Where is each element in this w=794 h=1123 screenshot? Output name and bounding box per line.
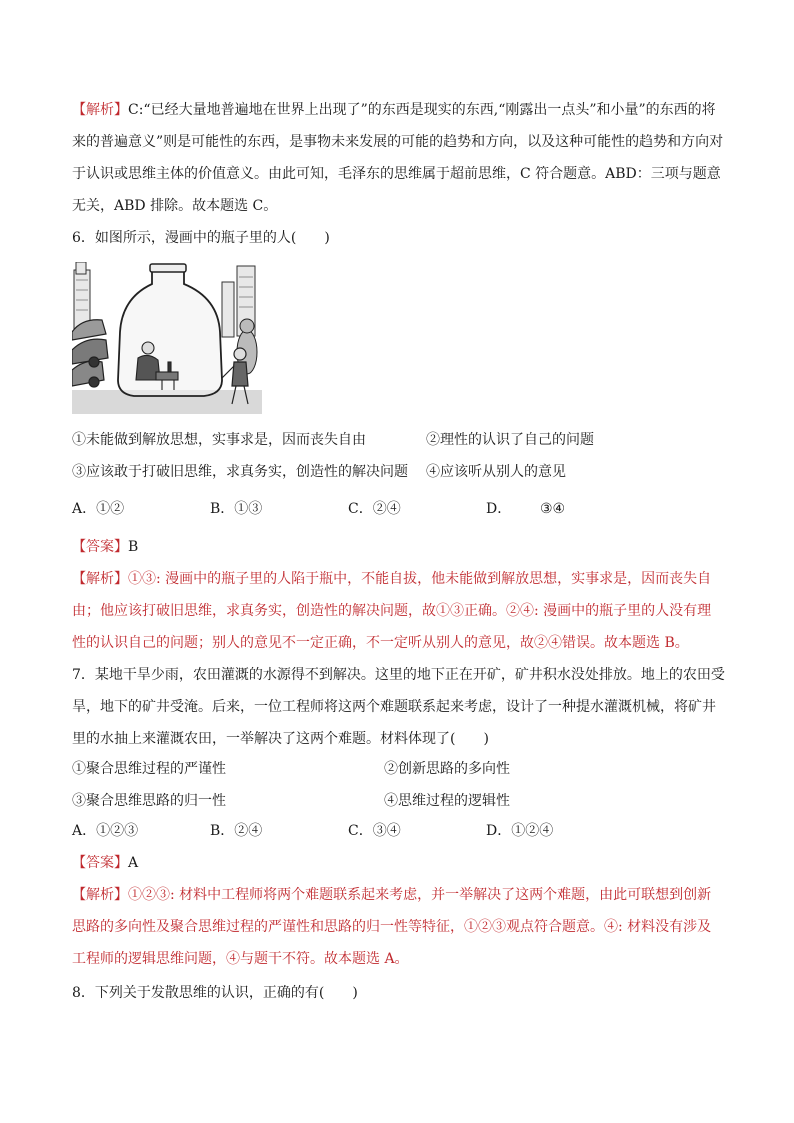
q6-statement-2: ②理性的认识了自己的问题 (426, 432, 594, 448)
q6-statement-4: ④应该听从别人的意见 (426, 464, 566, 480)
q6-choice-b: B．①③ (210, 501, 263, 517)
q6-answer (72, 537, 138, 557)
q7-analysis-line-1: 【解析】①②③: 材料中工程师将两个难题联系起来考虑，并一举解决了这两个难题，由此可联想到创新 (72, 887, 712, 903)
q6-analysis-line-1: 【解析】①③: 漫画中的瓶子里的人陷于瓶中，不能自拔，他未能做到解放思想，实事求是，因而丧失自 (72, 571, 712, 587)
q6-choice-d: D． (486, 501, 512, 517)
q7-stem-line-3: 里的水抽上来灌溉农田，一举解决了这两个难题。材料体现了( ) (72, 731, 489, 747)
q6-choice-d-value: ③④ (540, 501, 566, 517)
q7-stem-line-1: 7．某地干旱少雨，农田灌溉的水源得不到解决。这里的地下正在开矿，矿井积水没处排放。地上的农田受 (72, 667, 725, 683)
q7-statement-4: ④思维过程的逻辑性 (384, 793, 510, 809)
q7-answer (72, 853, 138, 873)
q6-statement-1: ①未能做到解放思想，实事求是，因而丧失自由 (72, 432, 366, 448)
q6-statement-3: ③应该敢于打破旧思维，求真务实，创造性的解决问题 (72, 464, 408, 480)
q6-choice-a: A．①② (72, 501, 125, 517)
q6-choice-c: C．②④ (348, 501, 401, 517)
q5-analysis-line-1: 【解析】C:“已经大量地普遍地在世界上出现了”的东西是现实的东西,“刚露出一点头”和小量”的东西的将 (72, 102, 716, 118)
q7-choice-d: D．①②④ (486, 823, 554, 839)
q7-stem-line-2: 旱，地下的矿井受淹。后来，一位工程师将这两个难题联系起来考虑，设计了一种提水灌溉机械，将矿井 (72, 699, 716, 715)
answer-tag: 【答案】 (72, 539, 128, 555)
q7-choice-c: C．③④ (348, 823, 401, 839)
q7-statement-3: ③聚合思维思路的归一性 (72, 793, 226, 809)
cartoon-image (72, 262, 262, 414)
q8-stem: 8．下列关于发散思维的认识，正确的有( ) (72, 985, 358, 1001)
q7-analysis-line-2: 思路的多向性及聚合思维过程的严谨性和思路的归一性等特征，①②③观点符合题意。④: 材料没有涉及 (72, 919, 712, 935)
q7-statement-1: ①聚合思维过程的严谨性 (72, 761, 226, 777)
q5-analysis-line-3: 于认识或思维主体的价值意义。由此可知，毛泽东的思维属于超前思维，C 符合题意。ABD：三项与题意 (72, 166, 721, 182)
q5-analysis-line-2: 来的普遍意义”则是可能性的东西，是事物未来发展的可能的趋势和方向，以及这种可能性的趋势和方向对 (72, 134, 724, 150)
analysis-tag: 【解析】 (72, 102, 128, 118)
q6-analysis-line-3: 性的认识自己的问题；别人的意见不一定正确，不一定听从别人的意见，故②④错误。故本题选 B。 (72, 635, 689, 651)
answer-tag: 【答案】 (72, 855, 128, 871)
analysis-tag: 【解析】 (72, 887, 128, 903)
q7-statement-2: ②创新思路的多向性 (384, 761, 510, 777)
q6-analysis-line-2: 由；他应该打破旧思维，求真务实，创造性的解决问题，故①③正确。②④: 漫画中的瓶子里的人没有理 (72, 603, 712, 619)
q6-answer-value: B (128, 539, 139, 555)
q7-answer-value: A (128, 855, 139, 871)
analysis-tag: 【解析】 (72, 571, 128, 587)
q5-analysis-line-4: 无关，ABD 排除。故本题选 C。 (72, 198, 278, 214)
q7-analysis-line-3: 工程师的逻辑思维问题，④与题干不符。故本题选 A。 (72, 951, 409, 967)
q7-choice-b: B．②④ (210, 823, 263, 839)
q7-choice-a: A．①②③ (72, 823, 139, 839)
q6-stem: 6．如图所示，漫画中的瓶子里的人( ) (72, 230, 330, 246)
